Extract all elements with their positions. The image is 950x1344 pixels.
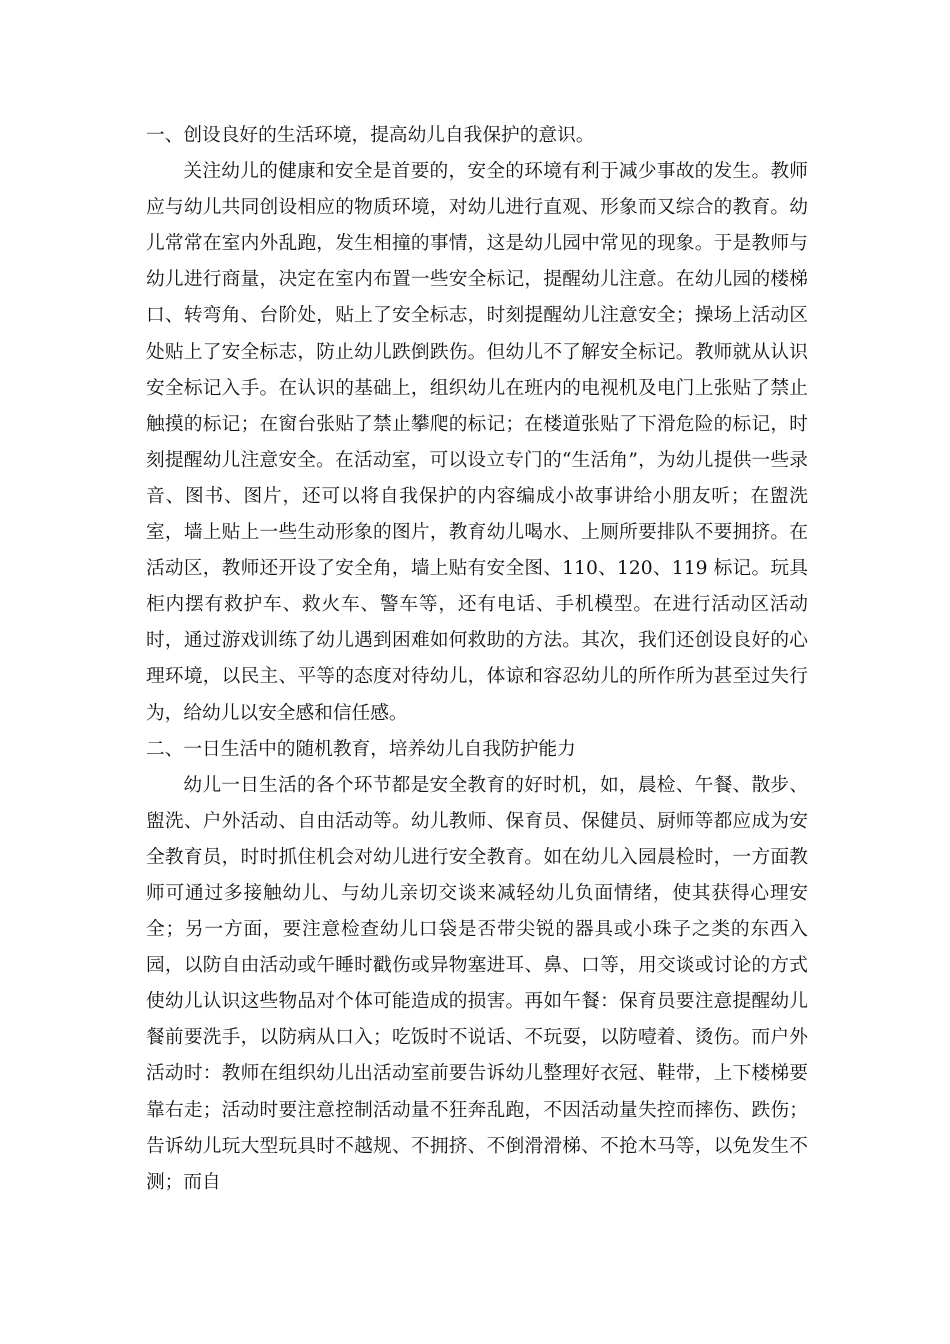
section-2-heading: 二、一日生活中的随机教育，培养幼儿自我防护能力 <box>146 738 576 760</box>
section-1-paragraph: 关注幼儿的健康和安全是首要的，安全的环境有利于减少事故的发生。教师应与幼儿共同创设相应的物质环境，对幼儿进行直观、形象而又综合的教育。幼儿常常在室内外乱跑，发生相撞的事情，这是幼儿园中常见的现象。于是教师与幼儿进行商量，决定在室内布置一些安全标记，提醒幼儿注意。在幼儿园的楼梯口、转弯角、台阶处，贴上了安全标志，时刻提醒幼儿注意安全；操场上活动区处贴上了安全标志，防止幼儿跌倒跌伤。但幼儿不了解安全标记。教师就从认识安全标记入手。在认识的基础上，组织幼儿在班内的电视机及电门上张贴了禁止触摸的标记；在窗台张贴了禁止攀爬的标记；在楼道张贴了下滑危险的标记，时刻提醒幼儿注意安全。在活动室，可以设立专门的“生活角”，为幼儿提供一些录音、图书、图片，还可以将自我保护的内容编成小故事讲给小朋友听；在盥洗室，墙上贴上一些生动形象的图片，教育幼儿喝水、上厕所要排队不要拥挤。在活动区，教师还开设了安全角，墙上贴有安全图、110、120、119 标记。玩具柜内摆有救护车、救火车、警车等，还有电话、手机模型。在进行活动区活动时，通过游戏训练了幼儿遇到困难如何救助的方法。其次，我们还创设良好的心理环境，以民主、平等的态度对待幼儿，体谅和容忍幼儿的所作所为甚至过失行为，给幼儿以安全感和信任感。 <box>146 161 808 724</box>
document-page <box>146 118 808 1201</box>
section-2-paragraph: 幼儿一日生活的各个环节都是安全教育的好时机，如，晨检、午餐、散步、盥洗、户外活动、自由活动等。幼儿教师、保育员、保健员、厨师等都应成为安全教育员，时时抓住机会对幼儿进行安全教育。如在幼儿入园晨检时，一方面教师可通过多接触幼儿、与幼儿亲切交谈来减轻幼儿负面情绪，使其获得心理安全；另一方面，要注意检查幼儿口袋是否带尖锐的器具或小珠子之类的东西入园，以防自由活动或午睡时戳伤或异物塞进耳、鼻、口等，用交谈或讨论的方式使幼儿认识这些物品对个体可能造成的损害。再如午餐：保育员要注意提醒幼儿餐前要洗手，以防病从口入；吃饭时不说话、不玩耍，以防噎着、烫伤。而户外活动时：教师在组织幼儿出活动室前要告诉幼儿整理好衣冠、鞋带，上下楼梯要靠右走；活动时要注意控制活动量不狂奔乱跑，不因活动量失控而摔伤、跌伤；告诉幼儿玩大型玩具时不越规、不拥挤、不倒滑滑梯、不抢木马等，以免发生不测；而自 <box>146 774 808 1193</box>
section-1-heading: 一、创设良好的生活环境，提高幼儿自我保护的意识。 <box>146 125 595 146</box>
